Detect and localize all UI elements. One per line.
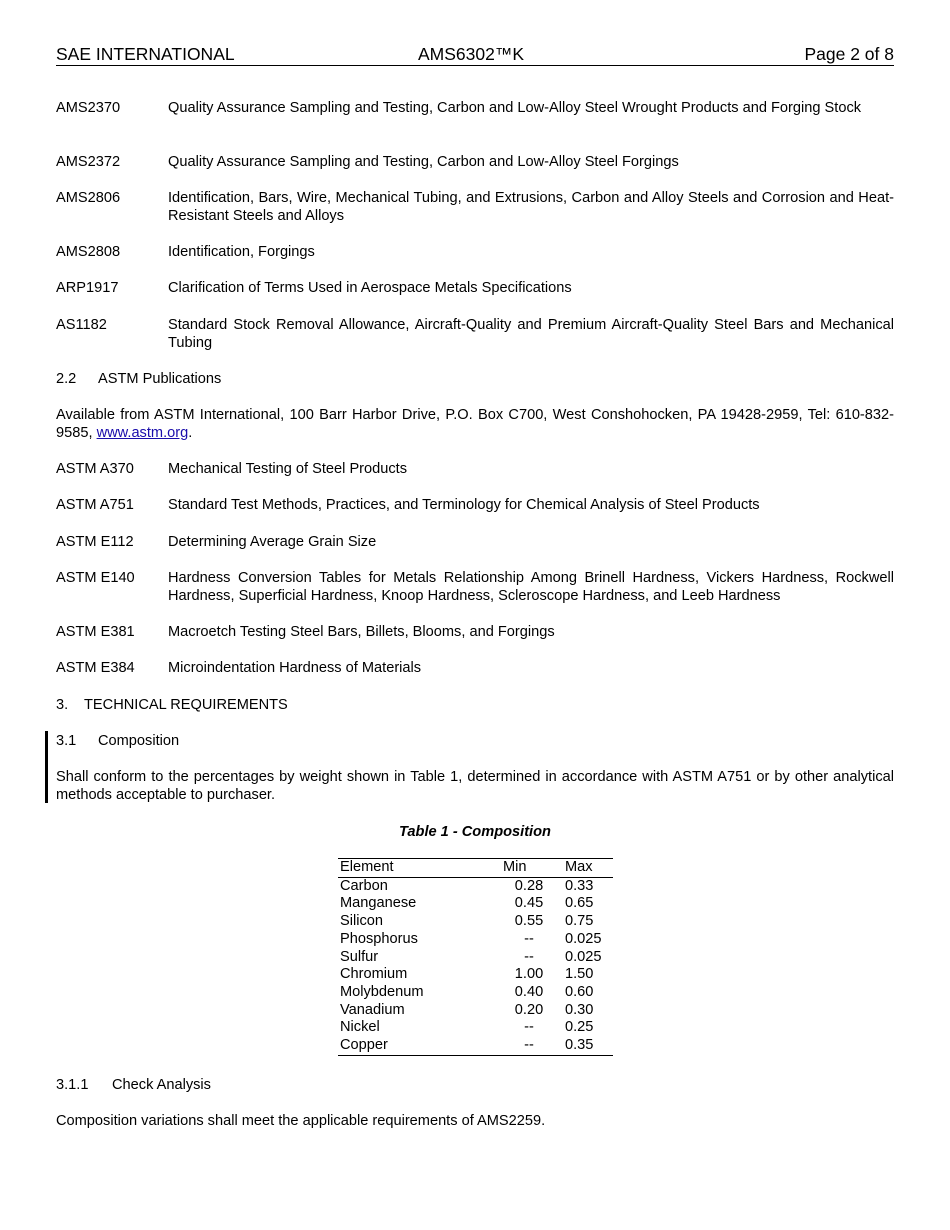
reference-code: ASTM A370 xyxy=(56,461,134,477)
reference-item xyxy=(56,460,894,478)
max-value: 0.75 xyxy=(565,913,594,930)
reference-description: Macroetch Testing Steel Bars, Billets, Blooms, and Forgings xyxy=(168,624,555,640)
max-value: 0.35 xyxy=(565,1037,613,1055)
reference-item xyxy=(56,99,894,117)
section-number: 2.2 xyxy=(56,371,77,387)
section-heading-check-analysis xyxy=(56,1076,211,1094)
reference-code: ASTM E112 xyxy=(56,534,134,550)
reference-description: Clarification of Terms Used in Aerospace Metals Specifications xyxy=(168,280,572,296)
reference-code: ASTM A751 xyxy=(56,497,134,513)
reference-item xyxy=(56,316,894,352)
reference-code: AS1182 xyxy=(56,317,107,333)
min-value: -- xyxy=(524,930,534,947)
header-org: SAE INTERNATIONAL xyxy=(56,44,235,64)
reference-item xyxy=(56,189,894,225)
table-row xyxy=(338,966,613,984)
reference-code: ASTM E140 xyxy=(56,570,135,586)
reference-description: Identification, Forgings xyxy=(168,244,315,260)
min-value: -- xyxy=(524,1019,534,1036)
reference-code: AMS2372 xyxy=(56,154,121,170)
reference-description: Microindentation Hardness of Materials xyxy=(168,660,422,676)
element-name: Manganese xyxy=(340,895,417,912)
table-row xyxy=(338,1019,613,1037)
element-name: Carbon xyxy=(340,877,388,894)
table-title: Table 1 - Composition xyxy=(399,824,551,840)
page-header xyxy=(56,44,894,66)
max-value: 1.50 xyxy=(565,966,594,983)
section-number: 3.1 xyxy=(56,733,77,749)
reference-code: ASTM E384 xyxy=(56,660,135,676)
column-header-element: Element xyxy=(338,859,503,878)
max-value: 0.025 xyxy=(565,930,602,947)
availability-text: Available from ASTM International, 100 Barr Harbor Drive, P.O. Box C700, West Conshohocken, PA 19428-2959, Tel: 610-832-9585, xyxy=(56,407,894,441)
table-row xyxy=(338,1002,613,1020)
section-title: ASTM Publications xyxy=(98,371,222,387)
min-value: 1.00 xyxy=(514,966,544,983)
reference-item xyxy=(56,569,894,605)
min-value: 0.45 xyxy=(514,895,544,912)
reference-description: Standard Test Methods, Practices, and Terminology for Chemical Analysis of Steel Products xyxy=(168,497,760,513)
max-value: 0.60 xyxy=(565,983,594,1000)
revision-change-bar xyxy=(45,731,48,803)
reference-code: ASTM E381 xyxy=(56,624,135,640)
element-name: Molybdenum xyxy=(340,983,424,1000)
composition-paragraph: Shall conform to the percentages by weight shown in Table 1, determined in accordance with ASTM A751 or by other analytical methods acceptable to purchaser. xyxy=(56,769,894,803)
reference-description: Determining Average Grain Size xyxy=(168,534,377,550)
composition-table xyxy=(338,858,613,1056)
astm-website-link[interactable]: www.astm.org xyxy=(96,425,189,441)
element-name: Silicon xyxy=(340,913,383,930)
table-row xyxy=(338,895,613,913)
check-analysis-paragraph: Composition variations shall meet the applicable requirements of AMS2259. xyxy=(56,1113,546,1129)
max-value: 0.025 xyxy=(565,948,602,965)
header-page-number: Page 2 of 8 xyxy=(804,44,894,64)
table-row xyxy=(338,984,613,1002)
section-title: Composition xyxy=(98,733,180,749)
availability-period: . xyxy=(188,425,193,441)
astm-availability-paragraph xyxy=(56,406,894,442)
section-heading-composition xyxy=(56,732,179,750)
element-name: Sulfur xyxy=(340,948,379,965)
min-value: -- xyxy=(524,948,534,965)
max-value: 0.30 xyxy=(565,1001,594,1018)
section-number: 3. xyxy=(56,697,69,713)
min-value: 0.28 xyxy=(514,877,544,894)
reference-item xyxy=(56,279,894,297)
reference-item xyxy=(56,623,894,641)
reference-description: Identification, Bars, Wire, Mechanical Tubing, and Extrusions, Carbon and Alloy Steels and Corrosion and Heat-Resistant Steels and Alloys xyxy=(168,190,894,224)
table-row xyxy=(338,877,613,895)
reference-code: AMS2808 xyxy=(56,244,121,260)
max-value: 0.25 xyxy=(565,1019,594,1036)
reference-description: Mechanical Testing of Steel Products xyxy=(168,461,408,477)
reference-code: AMS2370 xyxy=(56,100,121,116)
reference-description: Standard Stock Removal Allowance, Aircraft-Quality and Premium Aircraft-Quality Steel Bars and Mechanical Tubing xyxy=(168,317,894,351)
column-header-min: Min xyxy=(503,859,565,878)
min-value: 0.40 xyxy=(514,983,544,1000)
reference-code: AMS2806 xyxy=(56,190,121,206)
section-title: TECHNICAL REQUIREMENTS xyxy=(84,697,288,713)
section-number: 3.1.1 xyxy=(56,1077,89,1093)
section-heading-astm xyxy=(56,370,221,388)
element-name: Phosphorus xyxy=(340,930,418,947)
reference-item xyxy=(56,243,894,261)
element-name: Nickel xyxy=(340,1019,380,1036)
min-value: 0.55 xyxy=(514,913,544,930)
table-row xyxy=(338,949,613,967)
table-row xyxy=(338,1037,613,1055)
section-heading-technical-requirements xyxy=(56,696,288,714)
reference-code: ARP1917 xyxy=(56,280,119,296)
min-value: 0.20 xyxy=(514,1001,544,1018)
reference-item xyxy=(56,659,894,677)
section-title: Check Analysis xyxy=(112,1077,211,1093)
reference-item xyxy=(56,153,894,171)
table-row xyxy=(338,913,613,931)
header-doc-id: AMS6302™K xyxy=(418,44,525,64)
element-name: Chromium xyxy=(340,966,408,983)
element-name: Copper xyxy=(338,1037,503,1055)
reference-description: Quality Assurance Sampling and Testing, Carbon and Low-Alloy Steel Forgings xyxy=(168,154,679,170)
element-name: Vanadium xyxy=(340,1001,405,1018)
table-header-row xyxy=(338,859,613,878)
column-header-max: Max xyxy=(565,859,613,878)
table-row xyxy=(338,931,613,949)
reference-description: Hardness Conversion Tables for Metals Relationship Among Brinell Hardness, Vickers Hardness, Rockwell Hardness, Superficial Hardness, Knoop Hardness, Scleroscope Hardness, and Leeb Hardness xyxy=(168,570,894,604)
reference-item xyxy=(56,496,894,514)
reference-item xyxy=(56,533,894,551)
reference-description: Quality Assurance Sampling and Testing, Carbon and Low-Alloy Steel Wrought Products and Forging Stock xyxy=(168,100,862,116)
min-value: -- xyxy=(503,1037,565,1055)
max-value: 0.33 xyxy=(565,877,594,894)
max-value: 0.65 xyxy=(565,895,594,912)
